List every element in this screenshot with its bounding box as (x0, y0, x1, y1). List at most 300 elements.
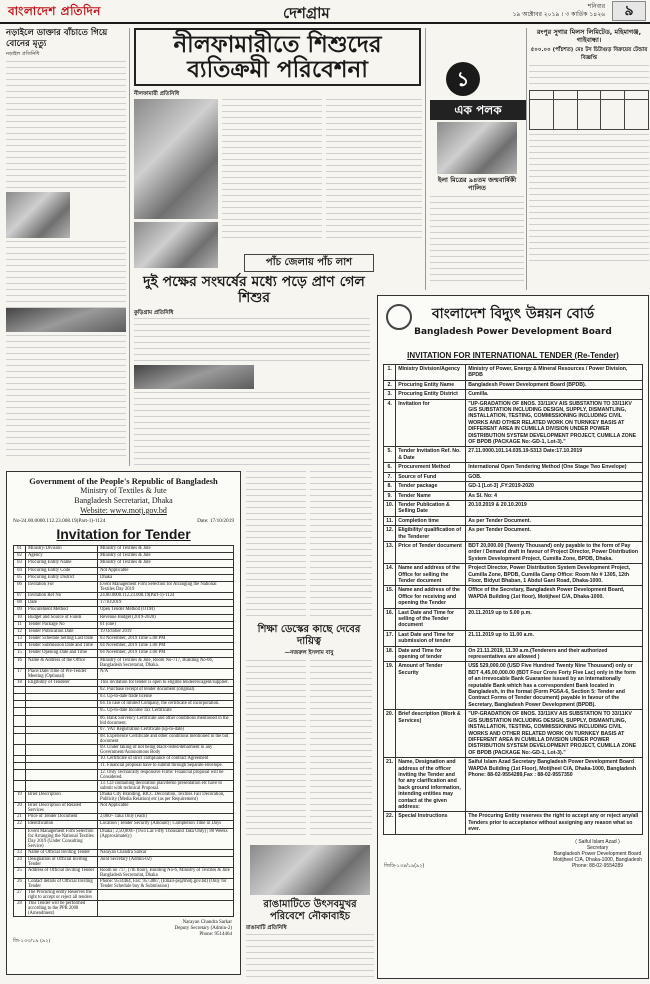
motj-row-k (26, 686, 98, 693)
motj-row-n: 10 (14, 614, 26, 621)
column-divider (129, 28, 130, 466)
motj-row-n: 19 (14, 792, 26, 803)
motj-row-k: Brief Description of Related Services (26, 803, 98, 814)
bpdb-row-v: On 21.11.2019, 11.30 a.m.(Tenderers and their authorized representatives are allowed ) (466, 646, 643, 662)
motj-row (14, 878, 234, 889)
motj-row-k: Name & Address of the Office (26, 657, 98, 668)
motj-row-v: 13. CD containing decoration plan/demo presentation etc have to submit with technical Proposal. (98, 781, 234, 792)
motj-row-v: Event Management Firm Selection for Arranging the National Textiles Day 2019 (98, 581, 234, 592)
bpdb-row-n: 10. (384, 500, 396, 516)
motj-tender-notice (6, 471, 241, 975)
motj-row (14, 592, 234, 599)
motj-row (14, 755, 234, 762)
motj-row-k (26, 733, 98, 744)
motj-row-v: Location | Tender Security (Amount) | Completion Time in Days (98, 821, 234, 828)
motj-row (14, 694, 234, 701)
rangpur-sugar-notice (529, 28, 649, 298)
motj-header (7, 472, 240, 516)
motj-row (14, 762, 234, 769)
notice-terms (529, 134, 649, 264)
bpdb-row-k: Completion time (396, 516, 466, 525)
bpdb-row-n: 7. (384, 472, 396, 481)
motj-row-v: 04 November, 2019 Time 1.00 PM (98, 643, 234, 650)
bpdb-row (384, 399, 643, 447)
motj-row (14, 636, 234, 643)
bpdb-row-v: Project Director, Power Distribution System Development Project, Cumilla Zone, BPDB, Cumilla Camp Office: Room No # 1305, 12th Floor, Bidyut Bhaban, 1 Abdul Gani Road, Dhaka-1000. (466, 564, 643, 586)
motj-row-n: 08 (14, 600, 26, 607)
motj-row-k: Place/Date/Time of Pre-Tender Meeting (Optional) (26, 668, 98, 679)
memo-line (7, 516, 240, 524)
notice-body (529, 65, 649, 87)
bpdb-row-k: Name and address of the Office for receiving and opening the Tender (396, 586, 466, 608)
motj-row-v (98, 889, 234, 900)
bpdb-row-v: BDT 20,000.00 (Twenty Thousand) only payable to the form of Pay order / Demand draft in favour of Project Director, Power Distribution System Development Project, Cumilla Zone, BPDB, Dhaka. (466, 541, 643, 563)
shikkha-body-1 (246, 660, 306, 840)
motj-row (14, 803, 234, 814)
motj-row-n: 04 (14, 567, 26, 574)
motj-row-n: 01 (14, 546, 26, 553)
motj-row-k: Procurement Method (26, 607, 98, 614)
motj-row-n: 18 (14, 679, 26, 686)
motj-row-k: Tender Submission Date and Time (26, 643, 98, 650)
bpdb-row-n: 22. (384, 812, 396, 834)
bpdb-row-n: 5. (384, 447, 396, 463)
bpdb-row-k: Procurement Method (396, 463, 466, 472)
bpdb-row (384, 630, 643, 646)
story-body (6, 241, 126, 311)
motj-row-n: 06 (14, 581, 26, 592)
motj-row-v: Room no 717, (7th floor), Building No-6, Ministry of Textiles & Jute Bangladesh Secretariat, Dhaka (98, 867, 234, 878)
bpdb-row-v: Ministry of Power, Energy & Mineral Resources / Power Division, BPDB (466, 365, 643, 381)
motj-row-v: Ministry of Textiles & Jute (98, 546, 234, 553)
bpdb-row-n: 6. (384, 463, 396, 472)
motj-row-n: 25 (14, 867, 26, 878)
ministry-name: Ministry of Textiles & Jute (80, 486, 167, 495)
motj-row (14, 701, 234, 708)
notice-headline[interactable]: রংপুর সুগার মিলস লিমিটেড, মহিমাগঞ্জ, গাইবান্ধা। (536, 28, 642, 44)
motj-row (14, 821, 234, 828)
rangamati-body (246, 934, 374, 978)
bpdb-footer (378, 835, 648, 869)
struggle-byline: কুড়িগ্রাম প্রতিনিধি (134, 310, 174, 316)
motj-row-v: Not Applicable (98, 803, 234, 814)
motj-row (14, 686, 234, 693)
bpdb-row-k: Tender Publication & Selling Date (396, 500, 466, 516)
section-title: দেশগ্রাম (283, 4, 330, 22)
motj-tender-table (13, 545, 234, 917)
bpdb-row-n: 1. (384, 365, 396, 381)
motj-row-n (14, 694, 26, 701)
motj-row-k: Procuring Entity Code (26, 567, 98, 574)
memo-date: Date: 17/10/2019 (197, 518, 234, 524)
motj-row-v: 08. Experience Certificate and other conditions mentioned in the bid document (98, 733, 234, 744)
motj-row (14, 792, 234, 803)
main-body-col-1 (222, 99, 322, 239)
motj-row-n (14, 755, 26, 762)
motj-row (14, 856, 234, 867)
bpdb-tender-notice (377, 295, 649, 979)
motj-row-k (26, 744, 98, 755)
bpdb-row-k: Last Date and Time for selling of the Tender document (396, 608, 466, 630)
motj-row-k (26, 708, 98, 715)
bpdb-row-k: Price of Tender document (396, 541, 466, 563)
bpdb-row-n: 17. (384, 630, 396, 646)
motj-row-k: Tender Package No (26, 621, 98, 628)
bpdb-row (384, 586, 643, 608)
motj-row (14, 814, 234, 821)
motj-row (14, 650, 234, 657)
motj-row (14, 708, 234, 715)
bpdb-row (384, 541, 643, 563)
motj-row-n: 14 (14, 643, 26, 650)
motj-row-k: Procuring Entity District (26, 574, 98, 581)
motj-row-k: Brief Description (26, 792, 98, 803)
bpdb-row-k: Tender Invitation Ref. No. & Date (396, 447, 466, 463)
bpdb-row-n: 13. (384, 541, 396, 563)
rangamati-photo (250, 845, 370, 895)
bpdb-row-k: Tender package (396, 482, 466, 491)
motj-row (14, 770, 234, 781)
motj-row (14, 849, 234, 856)
ek-polok-body (430, 196, 524, 286)
struggle-body-cont (134, 392, 370, 466)
bpdb-row-v: US$ 529,000.00 (USD Five Hundred Twenty Nine Thousand) only or BDT 4,45,00,000.00 (BDT Four Crore Forty Five Lac) only in the form of an irrevocable Bank Guarantee issued by an internationally reputable Bank which has a correspondent Bank located in Bangladesh, in the format (Form PG5A-6, Section 5: Tender and Contract Forms of Tender document) payable in favour of the Secretary, Bangladesh Power Development (BPDB). (466, 662, 643, 710)
ila-mitra-photo (437, 122, 517, 174)
motj-row (14, 657, 234, 668)
bpdb-row-k: Invitation for (396, 399, 466, 447)
bpdb-row (384, 710, 643, 758)
motj-row-v: N/A (98, 668, 234, 679)
motj-row-v: 12. Only Technically responsive Firms' Financial proposal will be Considered. (98, 770, 234, 781)
shikkha-headline[interactable]: শিক্ষা ডেস্কের কাছে দেবের দায়িত্ব (257, 624, 361, 647)
bpdb-name-en: Bangladesh Power Development Board (414, 327, 612, 337)
motj-row-v: Joint Secretary (Admin-02) (98, 856, 234, 867)
bpdb-row (384, 608, 643, 630)
motj-row-k (26, 755, 98, 762)
bpdb-row-k: Last Date and Time for submission of tender (396, 630, 466, 646)
story-byline: নড়াইল প্রতিনিধি (6, 51, 40, 57)
motj-row-n: 28 (14, 900, 26, 916)
bpdb-row-k: Source of Fund (396, 472, 466, 481)
bpdb-row-v: The Procuring Entity reserves the right to accept any or reject any/all Tenders prior to acceptance without assigning any reason what so ever. (466, 812, 643, 834)
motj-row-n (14, 828, 26, 849)
motj-row-v: 24.00.0000.112.23.008.19(Part-1)-1124 (98, 592, 234, 599)
bpdb-row (384, 390, 643, 399)
motj-row-v: Ministry of Textiles & Jute (98, 560, 234, 567)
bpdb-row-n: 2. (384, 380, 396, 389)
motj-row (14, 607, 234, 614)
bpdb-row (384, 812, 643, 834)
bpdb-row-n: 3. (384, 390, 396, 399)
motj-row-v: 17/10/2019 (98, 600, 234, 607)
struggle-body (134, 318, 370, 362)
motj-row (14, 828, 234, 849)
main-body-col-2 (326, 99, 422, 239)
motj-row-n (14, 708, 26, 715)
shikkha-body-2 (310, 660, 372, 840)
motj-row-n: 07 (14, 592, 26, 599)
tender-title: Invitation for Tender (56, 526, 191, 542)
motj-row-n: 24 (14, 856, 26, 867)
motj-row-k: Tender Opening Date and Time (26, 650, 98, 657)
bpdb-row-k: Name and address of the Office for selling the Tender document (396, 564, 466, 586)
motj-row-v: 11. Financial proposal have to submit through Separate envelope. (98, 762, 234, 769)
bpdb-row (384, 516, 643, 525)
bpdb-row (384, 500, 643, 516)
struggle-headline[interactable]: দুই পক্ষের সংঘর্ষের মধ্যে পড়ে প্রাণ গেল শিশুর (143, 274, 365, 306)
motj-row-k (26, 715, 98, 726)
motj-row-n (14, 701, 26, 708)
motj-row-n: 15 (14, 650, 26, 657)
bpdb-row-k: Eligibility/ qualification of the Tenderer (396, 526, 466, 542)
bpdb-row-n: 18. (384, 646, 396, 662)
motj-row-k: Name of Official Inviting Tender (26, 849, 98, 856)
motj-row-n (14, 715, 26, 726)
motj-row-v (98, 900, 234, 916)
motj-row-v: This invitation for tender is open to eligible tenderers/agent/supplier. (98, 679, 234, 686)
motj-row-n: 23 (14, 849, 26, 856)
motj-row-n: 03 (14, 560, 26, 567)
motj-row-k (26, 726, 98, 733)
bpdb-row-v: GOB. (466, 472, 643, 481)
bpdb-row-v: Bangladesh Power Development Board (BPDB). (466, 380, 643, 389)
motj-row (14, 781, 234, 792)
rangamati-headline[interactable]: রাঙামাটিতে উৎসবমুখর পরিবেশে নৌকাবাইচ (263, 899, 357, 922)
bpdb-row (384, 758, 643, 812)
bpdb-row-n: 20. (384, 710, 396, 758)
motj-row-n: 16 (14, 657, 26, 668)
motj-row-v: 03. Up-to-date trade license (98, 694, 234, 701)
motj-row-k: Agency (26, 553, 98, 560)
motj-row-n (14, 762, 26, 769)
bpdb-row-n: 11. (384, 516, 396, 525)
mid-body-col-1 (246, 471, 306, 621)
motj-row (14, 715, 234, 726)
bpdb-row-v: As per Tender Document. (466, 526, 643, 542)
motj-row (14, 668, 234, 679)
main-photo-1 (134, 99, 218, 219)
bpdb-row-k: Special Instructions (396, 812, 466, 834)
motj-row-k (26, 781, 98, 792)
notice-subhead: ৫০০.০০ (পাঁচশত) মেঃ টন চিটাগুড় বিক্রয়ের টেন্ডার বিজ্ঞপ্তি (530, 47, 648, 61)
motj-row-v: Dhaka (98, 574, 234, 581)
motj-row-n: 17 (14, 668, 26, 679)
motj-row (14, 621, 234, 628)
bpdb-row (384, 491, 643, 500)
bpdb-name-bn: বাংলাদেশ বিদ্যুৎ উন্নয়ন বোর্ড (431, 306, 595, 322)
motj-row-v: 05. Up-to-date Income Tax Certificate (98, 708, 234, 715)
bpdb-row (384, 463, 643, 472)
bpdb-row (384, 447, 643, 463)
bpdb-row (384, 472, 643, 481)
motj-row-n (14, 770, 26, 781)
motj-row-n: 21 (14, 814, 26, 821)
motj-row-v: 06. Bank Solvency Certificate and other conditions mentioned in the bid document. (98, 715, 234, 726)
masthead (0, 0, 650, 24)
column-divider (526, 28, 527, 290)
motj-row (14, 726, 234, 733)
bpdb-emblem-icon (386, 304, 412, 330)
bpdb-row-n: 16. (384, 608, 396, 630)
motj-row (14, 600, 234, 607)
bpdb-row-v: 20.11.2019 up to 5.00 p.m. (466, 608, 643, 630)
bpdb-row-k: Brief description (Work & Services) (396, 710, 466, 758)
story-body (6, 61, 126, 189)
rangamati-byline: রাঙামাটি প্রতিনিধি (246, 925, 287, 931)
motj-row-k: Identification (26, 821, 98, 828)
bpdb-row-k: Procuring Entity District (396, 390, 466, 399)
motj-row-v: Ministry of Textiles & Jute, Room No-717, Building No-06, Bangladesh Secretariat, Dhaka. (98, 657, 234, 668)
bpdb-row (384, 380, 643, 389)
ek-polok-number: ১ (446, 62, 480, 96)
bpdb-signature: ( Saiful Islam Azad ) Secretary Bangladesh Power Development Board Motijheel C/A, Dhaka-1000, Bangladesh Phone: 88-02-9554289 (553, 838, 642, 869)
motj-row (14, 628, 234, 635)
bpdb-row-n: 14. (384, 564, 396, 586)
bpdb-row-n: 15. (384, 586, 396, 608)
motj-row-k: Ministry/Division (26, 546, 98, 553)
motj-row (14, 900, 234, 916)
motj-row-v: Dhaka | 2,50,000/- (Two Lac Fifty Thousand Taka Only) | 80 Weeks (Approximately) (98, 828, 234, 849)
motj-row (14, 744, 234, 755)
bpdb-row-v: Office of the Secretary, Bangladesh Power Development Board, WAPDA Building (1st floor), Motijheel C/A, Dhaka-1000. (466, 586, 643, 608)
bpdb-row-v: 21.11.2019 up to 11.00 a.m. (466, 630, 643, 646)
motj-row-v: 04 November, 2019 Time 3.00 PM (98, 650, 234, 657)
motj-row-v: Phone: 9514464, Fax: 9573887, (Email-ps@motj.gov.bd) (Only for Tender Schedule buy & Submission) (98, 878, 234, 889)
motj-row-v: 02. Purchase receipt of tender document (original). (98, 686, 234, 693)
motj-row-k: Designation of Official Inviting Tender (26, 856, 98, 867)
motj-row (14, 614, 234, 621)
motj-row (14, 574, 234, 581)
bpdb-row-k: Name, Designation and address of the officer inviting the Tender and for any clarification and back ground information, intending entities may contact at the given address: (396, 758, 466, 812)
bpdb-row (384, 564, 643, 586)
ministry-website[interactable]: Website: www.motj.gov.bd (80, 506, 167, 515)
main-photo-2 (134, 222, 218, 268)
motj-row-k: Price of Tender Document (26, 814, 98, 821)
motj-row-n: 09 (14, 607, 26, 614)
motj-row-k: Contact details of Official Inviting Tender (26, 878, 98, 889)
bpdb-row-v: Cumilla. (466, 390, 643, 399)
motj-row-v: Revenue Budget (2019-2020) (98, 614, 234, 621)
main-headline[interactable]: নীলফামারীতে শিশুদের ব্যতিক্রমী পরিবেশনা (134, 28, 421, 86)
motj-row (14, 679, 234, 686)
motj-row-k (26, 770, 98, 781)
bpdb-row-v: 20.10.2019 & 20.10.2019 (466, 500, 643, 516)
motj-row-v: 01 (one) (98, 621, 234, 628)
bpdb-row-v: International Open Tendering Method (One Stage Two Envelope) (466, 463, 643, 472)
left-news-story (6, 28, 126, 305)
motj-row-v: Narayan Chandra Sarkar (98, 849, 234, 856)
motj-row-n (14, 781, 26, 792)
motj-row-k: The Procuring entity Reserves the right to accept or reject all tenders (26, 889, 98, 900)
motj-row-k: Event Management Firm Selection for Arranging the National Textiles Day 2019 (Under Consulting Service) (26, 828, 98, 849)
story-headline[interactable]: নড়াইলে ডাক্তার বাঁচাতে গিয়ে বোনের মৃত্যু (6, 28, 108, 49)
story-photo (6, 192, 70, 238)
motj-row-n (14, 726, 26, 733)
motj-row-k: Invitation Ref No (26, 592, 98, 599)
motj-row (14, 553, 234, 560)
motj-row (14, 643, 234, 650)
bpdb-row-k: Date and Time for opening of tender (396, 646, 466, 662)
motj-row-n: 26 (14, 878, 26, 889)
motj-row-k (26, 701, 98, 708)
motj-row-n: 05 (14, 574, 26, 581)
bpdb-row-v: As per Tender Document. (466, 516, 643, 525)
column-divider (425, 28, 426, 290)
motj-row-n: 12 (14, 628, 26, 635)
motj-row-n (14, 744, 26, 755)
bpdb-row-k: Ministry Division/Agency (396, 365, 466, 381)
motj-row-k: Address of Official Inviting Tender (26, 867, 98, 878)
motj-row-k: This Tender will be performed according to the PPR 2008 (Amendment) (26, 900, 98, 916)
ek-polok-label: এক পলক (430, 100, 526, 120)
motj-row (14, 560, 234, 567)
motj-row-k: Eligibility of Tenderer (26, 679, 98, 686)
gov-name: Government of the People's Republic of Bangladesh (29, 476, 218, 486)
motj-row (14, 889, 234, 900)
bpdb-row-n: 9. (384, 491, 396, 500)
bpdb-row-n: 21. (384, 758, 396, 812)
main-byline: নীলফামারী প্রতিনিধি (134, 91, 180, 97)
motj-row-v: 19 October 2019 (98, 628, 234, 635)
motj-row (14, 567, 234, 574)
motj-row-k: Budget and Source of Funds (26, 614, 98, 621)
motj-row-n: 22 (14, 821, 26, 828)
motj-row (14, 867, 234, 878)
motj-row-k (26, 762, 98, 769)
mid-body-col-2 (310, 471, 372, 621)
bpdb-row-v: GD-1 [Lot-3] ,FY:2019-2020 (466, 482, 643, 491)
bpdb-row-v: "UP-GRADATION OF 8NOS. 33/11KV AIS SUBSTATION TO 33/11KV GIS SUBSTATION INCLUDING DESIGN, SUPPLY, DISMANTLING, INSTALLATION, TESTING, COMMISSIONING INCLUDING CIVIL WORKS AND OTHER RELATED WORK ON TURNKEY BASIS AT DIFFERENT AREA IN CUMILLA DIVISION UNDER POWER DISTRIBUTION SYSTEM DEVELOPMENT PROJECT, CUMILLA ZONE OF BPDB (PACKAGE No:-GD-1, Lot-3)." (466, 710, 643, 758)
issue-date: শনিবার ১৯ অক্টোবর ২০১৯ । ৩ কার্তিক ১৪২৬ (512, 3, 605, 18)
secretariat-name: Bangladesh Secretariat, Dhaka (74, 496, 173, 505)
bpdb-row-v: 27.11.0000.101.14.035.19-5313 Date:17.10.2019 (466, 447, 643, 463)
notice-table (529, 90, 649, 130)
motj-row-v: 09. Under taking of not being black-listed/debarment in any Government/Autonomous Body (98, 744, 234, 755)
motj-row-k: Tender Publication Date (26, 628, 98, 635)
bpdb-tender-table (383, 364, 643, 835)
motj-row-v: 07. VAT Registration Certificate (up-to-date) (98, 726, 234, 733)
motj-row-v: Dhaka City Branding, BICC Decoration, Textiles Fair Decoration, Publicity (Media Relation) etc (as per Requirement) (98, 792, 234, 803)
bpdb-tender-title: INVITATION FOR INTERNATIONAL TENDER (Re-Tender) (407, 351, 619, 360)
motj-row-v: 03 November, 2019 Time 5.00 PM (98, 636, 234, 643)
motj-row-k: Procuring Entity Name (26, 560, 98, 567)
bpdb-row (384, 662, 643, 710)
paach-jela-headline[interactable]: পাঁচ জেলায় পাঁচ লাশ (244, 254, 374, 272)
motj-row-n (14, 733, 26, 744)
bpdb-row (384, 365, 643, 381)
newspaper-logo[interactable]: বাংলাদেশ প্রতিদিন (8, 4, 101, 18)
motj-row (14, 581, 234, 592)
bpdb-row-v: "UP-GRADATION OF 8NOS. 33/11KV AIS SUBSTATION TO 33/11KV GIS SUBSTATION INCLUDING DESIGN, SUPPLY, DISMANTLING, INSTALLATION, TESTING, COMMISSIONING INCLUDING CIVIL WORKS AND OTHER RELATED WORK ON TURNKEY BASIS AT DIFFERENT AREA IN CUMILLA DIVISION UNDER POWER DISTRIBUTION SYSTEM DEVELOPMENT PROJECT, CUMILLA ZONE OF BPDB (PACKAGE No:-GD-1, Lot-3)." (466, 399, 643, 447)
motj-row (14, 733, 234, 744)
motj-row (14, 546, 234, 553)
motj-row-v: Not Applicable (98, 567, 234, 574)
motj-row-v: 10. Certificate of strict compliance of contract Agreement (98, 755, 234, 762)
bpdb-row-k: Tender Name (396, 491, 466, 500)
bpdb-row (384, 482, 643, 491)
motj-row-v: 04. In case of limited Company, the certificate of incorporation. (98, 701, 234, 708)
memo-number: No-24.00.0000.112.23.008.19(Part-1)-1124 (13, 518, 106, 524)
bpdb-footer-ref: জিডি-১৩৪/১৯(৯২) (384, 862, 425, 869)
bpdb-row-n: 12. (384, 526, 396, 542)
bpdb-row-n: 8. (384, 482, 396, 491)
bpdb-row (384, 526, 643, 542)
motj-row-k: Date (26, 600, 98, 607)
motj-row-n: 20 (14, 803, 26, 814)
ek-polok-caption[interactable]: ইলা মিত্রের ৯৪তম জন্মবার্ষিকী পালিত (437, 176, 517, 192)
left-ad-banner (6, 308, 126, 332)
shikkha-byline: —নজরুল ইসলাম বাবু (284, 650, 334, 656)
